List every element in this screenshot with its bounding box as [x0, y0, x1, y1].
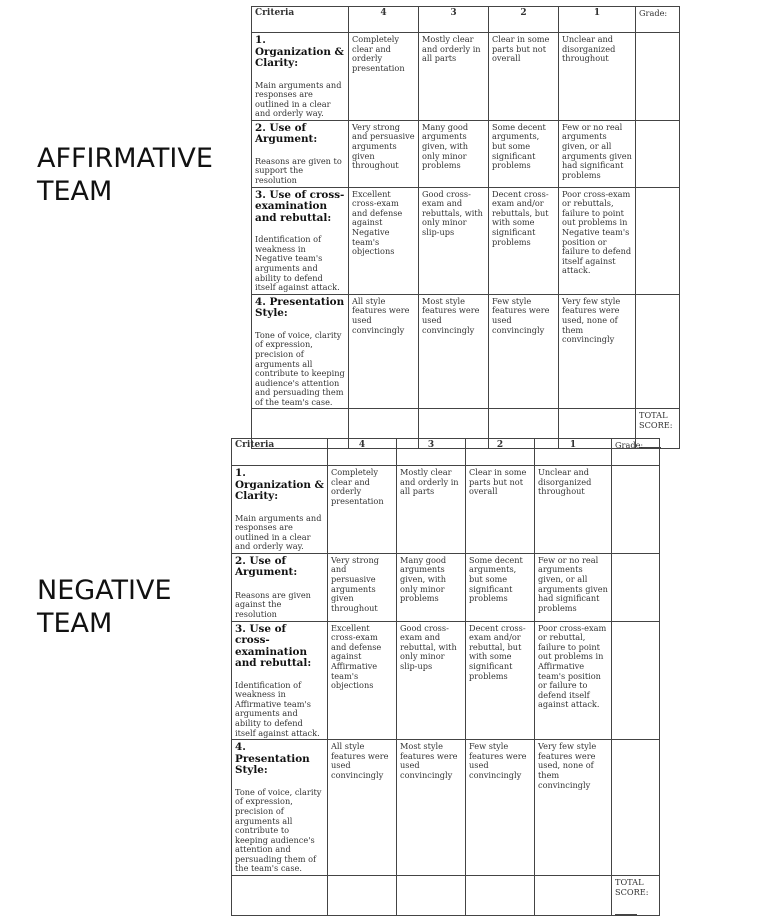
criterion-description: Identification of weakness in Affirmative team's arguments and ability to defend itself against attack.	[235, 679, 320, 738]
score-3-cell: Many good arguments given, with only minor problems	[397, 553, 466, 621]
total-empty-cell	[397, 876, 466, 916]
score-3-cell: Most style features were used convincingly	[419, 294, 489, 409]
score-3-cell: Mostly clear and orderly in all parts	[397, 466, 466, 554]
score-1-cell: Poor cross-exam or rebuttal, failure to point out problems in Affirmative team's position or failure to defend itself against attack.	[535, 621, 612, 740]
score-3-cell: Many good arguments given, with only minor problems	[419, 120, 489, 187]
score-2-header: 2	[466, 439, 535, 466]
score-3-header: 3	[419, 7, 489, 33]
negative-team-label	[37, 574, 172, 640]
grade-header: Grade:	[636, 7, 680, 33]
grade-cell[interactable]	[612, 553, 660, 621]
grade-cell[interactable]	[612, 466, 660, 554]
team-label-line: TEAM	[37, 176, 113, 207]
table-row	[252, 187, 680, 294]
grade-cell[interactable]	[636, 33, 680, 121]
table-row	[232, 740, 660, 876]
criterion-description: Identification of weakness in Negative team's arguments and ability to defend itself against attack.	[255, 234, 340, 293]
team-label-line: AFFIRMATIVE	[37, 143, 213, 174]
table-row	[232, 621, 660, 740]
criterion-cell	[232, 621, 328, 740]
score-2-cell: Decent cross-exam and/or rebuttals, but with some significant problems	[489, 187, 559, 294]
score-2-header: 2	[489, 7, 559, 33]
affirmative-team-label	[37, 142, 213, 208]
criterion-title: 2. Use of Argument:	[235, 554, 298, 579]
criterion-cell	[232, 466, 328, 554]
score-4-cell: Excellent cross-exam and defense against Affirmative team's objections	[328, 621, 397, 740]
grade-cell[interactable]	[636, 294, 680, 409]
criterion-cell	[232, 740, 328, 876]
table-header-row	[252, 7, 680, 33]
score-2-cell: Some decent arguments, but some significant problems	[489, 120, 559, 187]
score-3-cell: Most style features were used convincingly	[397, 740, 466, 876]
table-row	[232, 466, 660, 554]
total-empty-cell	[535, 876, 612, 916]
score-4-cell: Excellent cross-exam and defense against Negative team's objections	[349, 187, 419, 294]
criteria-header: Criteria	[232, 439, 328, 466]
criterion-title: 4. Presentation Style:	[255, 295, 345, 320]
score-4-cell: Completely clear and orderly presentation	[349, 33, 419, 121]
criterion-title: 1. Organization & Clarity:	[255, 34, 344, 69]
grade-header: Grade:	[612, 439, 660, 466]
total-score-label: TOTAL SCORE:	[615, 877, 649, 897]
score-1-cell: Very few style features were used, none of them convincingly	[559, 294, 636, 409]
affirmative-rubric-table	[251, 6, 680, 449]
total-row	[232, 876, 660, 916]
criterion-description: Main arguments and responses are outlined in a clear and orderly way.	[255, 79, 342, 119]
score-2-cell: Clear in some parts but not overall	[466, 466, 535, 554]
table-row	[252, 120, 680, 187]
score-3-cell: Good cross-exam and rebuttal, with only minor slip-ups	[397, 621, 466, 740]
score-3-header: 3	[397, 439, 466, 466]
criterion-cell	[232, 553, 328, 621]
score-4-cell: Completely clear and orderly presentation	[328, 466, 397, 554]
score-3-cell: Mostly clear and orderly in all parts	[419, 33, 489, 121]
table-row	[232, 553, 660, 621]
score-1-cell: Poor cross-exam or rebuttals, failure to point out problems in Negative team's position or failure to defend itself against attack.	[559, 187, 636, 294]
score-4-cell: All style features were used convincingly	[328, 740, 397, 876]
score-1-cell: Few or no real arguments given, or all arguments given had significant problems	[535, 553, 612, 621]
criterion-title: 2. Use of Argument:	[255, 121, 318, 146]
criteria-header: Criteria	[252, 7, 349, 33]
table-row	[252, 294, 680, 409]
team-label-line: TEAM	[37, 608, 113, 639]
grade-cell[interactable]	[612, 621, 660, 740]
total-score-label: TOTAL SCORE:	[639, 410, 673, 431]
score-2-cell: Few style features were used convincingly	[466, 740, 535, 876]
score-1-cell: Very few style features were used, none of them convincingly	[535, 740, 612, 876]
criterion-description: Tone of voice, clarity of expression, precision of arguments all contribute to keeping audience's attention and persuading them of the team's case.	[255, 329, 345, 407]
team-label-line: NEGATIVE	[37, 575, 172, 606]
table-row	[252, 33, 680, 121]
score-2-cell: Some decent arguments, but some significant problems	[466, 553, 535, 621]
score-1-header: 1	[535, 439, 612, 466]
criterion-title: 1. Organization & Clarity:	[235, 467, 324, 502]
score-2-cell: Clear in some parts but not overall	[489, 33, 559, 121]
total-score-blank	[615, 914, 637, 915]
criterion-description: Reasons are given against the resolution	[235, 589, 311, 620]
criterion-title: 3. Use of cross-examination and rebuttal:	[255, 188, 345, 224]
score-1-cell: Few or no real arguments given, or all arguments given had significant problems	[559, 120, 636, 187]
score-3-cell: Good cross-exam and rebuttals, with only minor slip-ups	[419, 187, 489, 294]
criterion-cell	[252, 187, 349, 294]
score-1-cell: Unclear and disorganized throughout	[535, 466, 612, 554]
total-empty-cell	[328, 876, 397, 916]
criterion-title: 4. Presentation Style:	[235, 741, 310, 777]
criterion-cell	[252, 33, 349, 121]
criterion-cell	[252, 120, 349, 187]
criterion-title: 3. Use of cross-examination and rebuttal:	[235, 622, 312, 670]
criterion-description: Main arguments and responses are outlined in a clear and orderly way.	[235, 512, 322, 552]
score-4-cell: All style features were used convincingly	[349, 294, 419, 409]
score-4-header: 4	[328, 439, 397, 466]
table-header-row	[232, 439, 660, 466]
negative-rubric-table	[231, 438, 660, 916]
score-4-header: 4	[349, 7, 419, 33]
score-1-header: 1	[559, 7, 636, 33]
total-score-cell[interactable]	[612, 876, 660, 916]
grade-cell[interactable]	[636, 187, 680, 294]
criterion-description: Tone of voice, clarity of expression, precision of arguments all contribute to keeping audience's attention and persuading them of the team's case.	[235, 786, 322, 874]
criterion-cell	[252, 294, 349, 409]
total-empty-cell	[232, 876, 328, 916]
grade-cell[interactable]	[612, 740, 660, 876]
score-4-cell: Very strong and persuasive arguments given throughout	[349, 120, 419, 187]
score-1-cell: Unclear and disorganized throughout	[559, 33, 636, 121]
score-2-cell: Few style features were used convincingly	[489, 294, 559, 409]
criterion-description: Reasons are given to support the resolution	[255, 155, 342, 186]
score-2-cell: Decent cross-exam and/or rebuttal, but with some significant problems	[466, 621, 535, 740]
total-empty-cell	[466, 876, 535, 916]
score-4-cell: Very strong and persuasive arguments given throughout	[328, 553, 397, 621]
grade-cell[interactable]	[636, 120, 680, 187]
